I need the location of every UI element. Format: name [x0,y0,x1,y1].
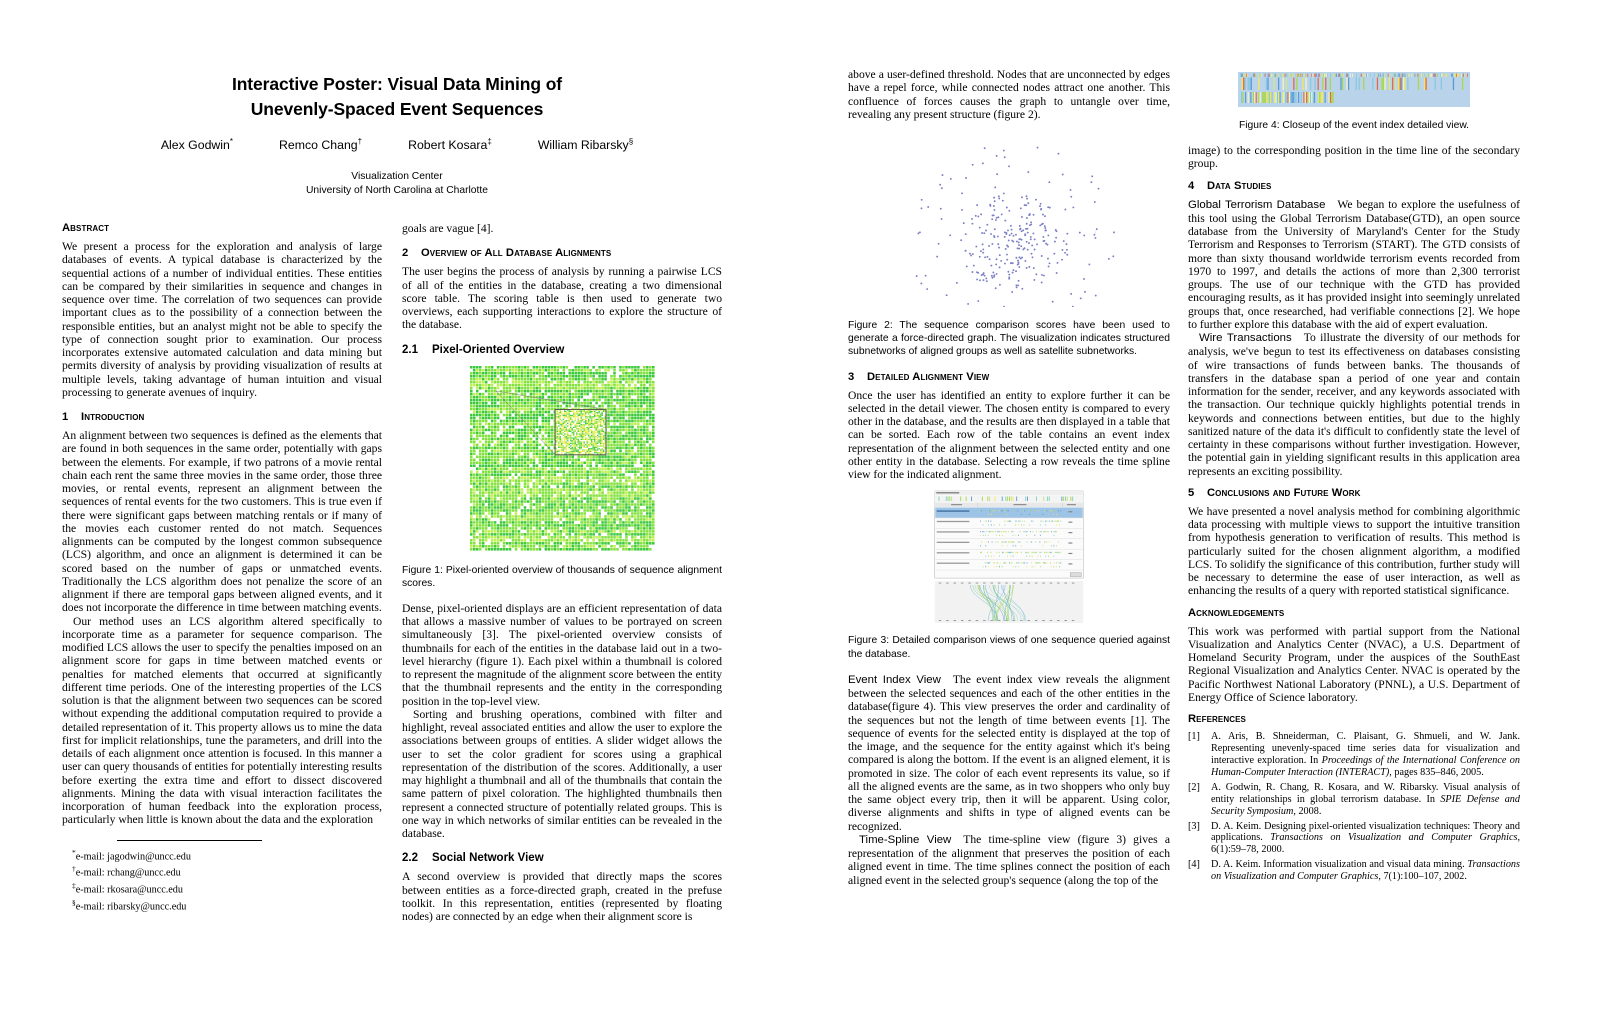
author-list [62,137,732,152]
figure-3 [848,489,1170,660]
column-2 [402,222,722,923]
heading-introduction-num: 1 [62,411,69,423]
author-name-0: Alex Godwin [160,138,230,153]
heading-overview-num: 2 [402,247,409,260]
reference-pre-0: A. Aris, B. Shneiderman, C. Plaisant, G. Shmueli, and W. Jank. Representing unevenly-spaced time series data for visualization and interactive exploration. In [1211,731,1520,767]
event-index-label: Event Index View [848,673,941,686]
author-1 [279,137,362,152]
heading-introduction [62,411,382,423]
figure-3-caption: Figure 3: Detailed comparison views of one sequence queried against the database. [848,635,1170,660]
author-2 [408,137,492,152]
reference-list [1188,731,1520,883]
reference-pre-2: D. A. Keim. Designing pixel-oriented visualization techniques: Theory and applications. [1211,820,1520,844]
social-network-continued: above a user-defined threshold. Nodes that are unconnected by edges have a repel force, while connected nodes attract one another. This confluence of forces causes the graph to untangle over time, revealing any present structure (figure 2). [848,68,1170,121]
reference-post-2: , 6(1):59–78, 2000. [1211,832,1520,856]
author-3 [538,137,633,152]
event-index-text: The event index view reveals the alignment between the selected sequences and each of the other entities in the database(figure 4). This view preserves the order and cardinality of the sequences but not the length of time between events [1]. The sequence of events for the selected entity is displayed at the top of the image, and the sequence for the entity against which it's being compared is along the bottom. If the event is an aligned element, it is promoted in size. The color of each event represents its value, so if all the aligned events are the same, as in two shoppers who only buy the same object every trip, then it will be apparent. Using color, diverse alignments and shifts in type of aligned events can be recognized. [848,672,1170,833]
heading-social-network-num: 2.2 [402,852,418,865]
heading-abstract [62,222,382,234]
pixel-oriented-paragraph-1: Dense, pixel-oriented displays are an efficient representation of data that allows a massive number of values to be portrayed on screen simultaneously [3]. The pixel-oriented overview consists of thumbnails for each of the entities in the database laid out in a two-level hierarchy (figure 1). Each pixel within a thumbnail is colored to represent the magnitude of the alignment score between the entity that the thumbnail represents and the entity in the corresponding position in the top-level view. [402,601,722,708]
reference-item-1 [1188,782,1520,818]
introduction-paragraph-2: Our method uses an LCS algorithm altered specifically to incorporate time as a parameter for sequence comparison. The modified LCS allows the user to specify the penalties imposed on an alignment score for gaps in time between matched events or penalties for matched elements that occurred at significantly different time periods. One of the interesting properties of the LCS solution is that the alignment between two sequences can be scored without expending the additional computation required to provide a detailed representation of it. This property allows us to mine the data first for implicit relationships, tune the parameters, and drill into the details of each alignment once attention is focused. In this manner a user can query thousands of entities for potentially interesting results before exerting the extra time and effort to dissect discovered alignments. Mining the data with visual interaction facilitates the incorporation of human feedback into the exploration process, particularly when little is known about the data and the exploration [62,614,382,827]
gtd-label: Global Terrorism Database [1188,198,1326,211]
author-mark-3: § [628,137,634,146]
heading-acknowledgements [1188,607,1520,619]
heading-pixel-oriented-num: 2.1 [402,343,418,356]
introduction-continued: goals are vague [4]. [402,222,494,235]
affiliation-line-1: Visualization Center [351,171,443,183]
pixel-oriented-paragraph-2: Sorting and brushing operations, combined with filter and highlight, reveal associated entities and allow the user to explore the associations between groups of entities. A slider widget allows the user to set the color gradient for scores using a graphical representation of the distribution of the scores. Additionally, a user may highlight a thumbnail and all of the thumbnails that contain the same pattern of pixel coloration. The highlighted thumbnails then represent a connected structure of potentially related groups. This is one way in which networks of similar entities can be revealed in the database. [402,707,722,841]
reference-pre-3: D. A. Keim. Information visualization and visual data mining. [1211,859,1468,871]
figure-1-caption: Figure 1: Pixel-oriented overview of thousands of sequence alignment scores. [402,564,722,589]
gtd-text: We began to explore the usefulness of this tool using the Global Terrorism Database(GTD), an open source database from the University of Maryland's Center for the Study Terrorism and Responses to Terrorism (START). The GTD consists of more than sixty thousand worldwide terrorism events recorded from 1970 to 1997, and details the actions of more than 2,300 terrorist groups. The use of our technique with the GTD has provided encouraging results, as it has provided insight into seemingly unrelated groups that, once researched, had verifiable connections [2]. We hope to further explore this database with the aid of expert evaluation. [1188,197,1520,331]
abstract-paragraph: We present a process for the exploration and analysis of large databases of events. A typical database is characterized by the sequential actions of a number of individual entities. These entities can be compared by their similarities in sequence and changes in sequence over time. The correlation of two sequences can provide important clues as to the possibility of a connection between the responsible entities, but an analyst might not be able to specify the type of connection sought prior to examination. Our process incorporates extensive automated calculation and data mining but permits diversity of analysis by providing visualization of results at multiple levels, taking advantage of human intuition and visual processing to generate avenues of inquiry. [62,240,382,399]
figure-4-caption: Figure 4: Closeup of the event index detailed view. [1238,120,1470,131]
figure-4 [1188,72,1520,132]
heading-conclusions-text: Conclusions and Future Work [1207,486,1361,499]
title-line-1: Interactive Poster: Visual Data Mining of [231,74,563,94]
reference-italic-2: Transactions on Visualization and Computer Graphics [1270,832,1518,844]
footnote-mark-3: § [72,897,76,907]
heading-conclusions-num: 5 [1188,486,1195,499]
author-mark-2: ‡ [487,137,492,146]
reference-num-2: [3] [1188,820,1200,832]
footnote-rule [117,840,262,841]
author-mark-0: * [229,137,234,146]
force-directed-graph-image [884,137,1134,307]
reference-num-1: [2] [1188,781,1200,793]
footnote-text-3: e-mail: ribarsky@uncc.edu [75,901,187,913]
footnote-0 [72,847,382,864]
footnote-text-1: e-mail: rchang@uncc.edu [75,867,181,879]
heading-data-studies [1188,180,1520,192]
heading-pixel-oriented [402,344,722,356]
author-name-3: William Ribarsky [537,138,629,153]
heading-references-text: References [1188,713,1246,726]
footnote-mark-2: ‡ [72,881,76,891]
page-title [62,72,732,122]
affiliation-line-2: University of North Carolina at Charlotte [306,184,488,196]
reference-item-3 [1188,859,1520,883]
reference-post-1: , 2008. [1293,805,1322,817]
reference-italic-3: Transactions on Visualization and Computer Graphics [1211,859,1520,883]
heading-overview-text: Overview of All Database Alignments [421,247,612,260]
reference-post-3: , 7(1):100–107, 2002. [1378,871,1467,883]
author-name-2: Robert Kosara [408,138,488,153]
event-index-paragraph [848,673,1170,833]
title-block [62,72,732,197]
reference-post-0: , pages 835–846, 2005. [1389,766,1484,778]
footnote-mark-1: † [72,864,76,874]
social-network-paragraph-1: A second overview is provided that directly maps the scores between entities as a force-directed graph, created in the prefuse toolkit. In this representation, entities (represented by floating nodes) are connected by an edge when their alignment score is [402,870,722,924]
heading-conclusions [1188,487,1520,499]
reference-italic-1: SPIE Defense and Security Symposium [1211,793,1520,817]
heading-references [1188,713,1520,725]
footnote-text-0: e-mail: jagodwin@uncc.edu [75,850,191,862]
reference-text-0 [1211,731,1520,779]
wire-paragraph [1188,331,1520,478]
author-mark-1: † [357,137,363,146]
reference-pre-1: A. Godwin, R. Chang, R. Kosara, and W. Ribarsky. Visual analysis of entity relationships in global terrorism database. In [1211,781,1520,805]
wire-text: To illustrate the diversity of our methods for analysis, we've begun to test its effectiveness on databases consisting of wire transactions of funds between banks. The thousands of transfers in the database span a period of one year and contain information for the sender, receiver, and any keywords associated with the transaction. Our technique quickly highlights potential trends in keywords and connections between entities, but due to the highly sanitized nature of the data it's difficult to confidently state the level of certainty in these comparisons without further investigation. However, the potential gain in yielding significant results in this application area represents an exciting possibility. [1188,331,1520,478]
figure-2-caption: Figure 2: The sequence comparison scores have been used to generate a force-directed graph. The visualization indicates structured subnetworks of aligned groups as well as satellite subnetworks. [848,320,1170,358]
figure-1 [402,366,722,590]
heading-data-studies-text: Data Studies [1207,179,1272,192]
column-1 [62,222,382,914]
footnote-mark-0: * [72,847,76,857]
overview-paragraph-1: The user begins the process of analysis by running a pairwise LCS of all of the entities in the database, creating a two dimensional score table. The scoring table is then used to generate two overviews, each supporting interactions to explore the structure of the database. [402,265,722,332]
acknowledgements-paragraph: This work was performed with partial support from the National Visualization and Analytics Center (NVAC), a U.S. Department of Homeland Security Program, under the auspices of the SouthEast Regional Visualization and Analytics Center. NVAC is operated by the Pacific Northwest National Laboratory (PNNL), a U.S. Department of Energy Office of Science laboratory. [1188,624,1520,704]
heading-detailed-alignment [848,371,1170,383]
time-spline-label: Time-Spline View [859,833,952,846]
reference-item-0 [1188,731,1520,779]
heading-data-studies-num: 4 [1188,179,1195,192]
figure-2 [848,137,1170,359]
footnote-text-2: e-mail: rkosara@uncc.edu [75,884,183,896]
heading-overview [402,247,722,259]
reference-italic-0: Proceedings of the International Conference on Human-Computer Interaction (INTERACT) [1211,755,1520,778]
heading-detailed-alignment-num: 3 [848,370,855,383]
reference-num-3: [4] [1188,859,1200,871]
column-4 [1188,68,1520,886]
reference-text-1 [1211,782,1520,818]
footnote-2 [72,880,382,897]
author-name-1: Remco Chang [279,138,358,153]
conclusions-paragraph-1: We have presented a novel analysis method for combining algorithmic data processing with multiple views to support the intuitive transition from hypothesis generation to verification of results. This method is particularly suited for the chosen alignment algorithm, a modified LCS. To solidify the significance of this contribution, further study will be necessary to determine the ease of user interaction, as well as enhancing the results of a query with reported statistical significance. [1188,504,1520,598]
footnote-1 [72,863,382,880]
reference-text-2 [1211,821,1520,857]
heading-abstract-text: Abstract [62,222,110,234]
detailed-comparison-image [915,489,1103,624]
heading-acknowledgements-text: Acknowledgements [1188,606,1285,619]
affiliation [62,170,732,197]
heading-social-network-text: Social Network View [432,852,544,865]
detailed-alignment-paragraph-1: Once the user has identified an entity to explore further it can be selected in the detail viewer. The chosen entity is compared to every other in the database, and the results are then displayed in a table that can be sorted. Each row of the table contains an event index representation of the alignment between the selected entity and one other entity in the database. Selecting a row reveals the time spline view for the indicated alignment. [848,388,1170,482]
time-spline-paragraph [848,833,1170,887]
footnote-list [62,847,382,914]
heading-introduction-text: Introduction [81,411,145,423]
time-spline-text: The time-spline view (figure 3) gives a representation of the alignment that preserves the position of each aligned event in time. The time splines connect the position of each aligned event in the selected group's sequence (along the top of the [848,832,1170,887]
footnote-3 [72,897,382,914]
pixel-overview-image [470,366,655,551]
heading-pixel-oriented-text: Pixel-Oriented Overview [432,343,565,356]
reference-item-2 [1188,821,1520,857]
event-index-closeup-image [1238,72,1470,107]
gtd-paragraph [1188,198,1520,332]
heading-detailed-alignment-text: Detailed Alignment View [867,370,990,383]
column-3 [848,68,1170,887]
introduction-paragraph-1: An alignment between two sequences is defined as the elements that are found in both sequences in the same order, potentially with gaps between the elements. For example, if two patrons of a movie rental chain each rent the same three movies in the same order, those three movies, or rental events, represent an alignment between the sequences of rental events for the two customers. This is true even if there were significant gaps between matching rentals or if many of the movies each customer rented do not match. Sequences alignments can be computed by the longest common subsequence (LCS) algorithm, and once an alignment is determined it can be scored based on the number of gaps or unmatched events. Traditionally the LCS algorithm does not penalize the score of an alignment if there are temporal gaps between aligned events, and it does not incorporate the difference in time between matching events. [62,429,382,615]
heading-social-network [402,852,722,864]
title-line-2: Unevenly-Spaced Event Sequences [250,99,544,119]
reference-num-0: [1] [1188,731,1200,743]
time-spline-continued: image) to the corresponding position in the time line of the secondary group. [1188,144,1520,171]
wire-label: Wire Transactions [1199,332,1292,345]
author-0 [161,137,233,152]
reference-text-3 [1211,859,1520,883]
